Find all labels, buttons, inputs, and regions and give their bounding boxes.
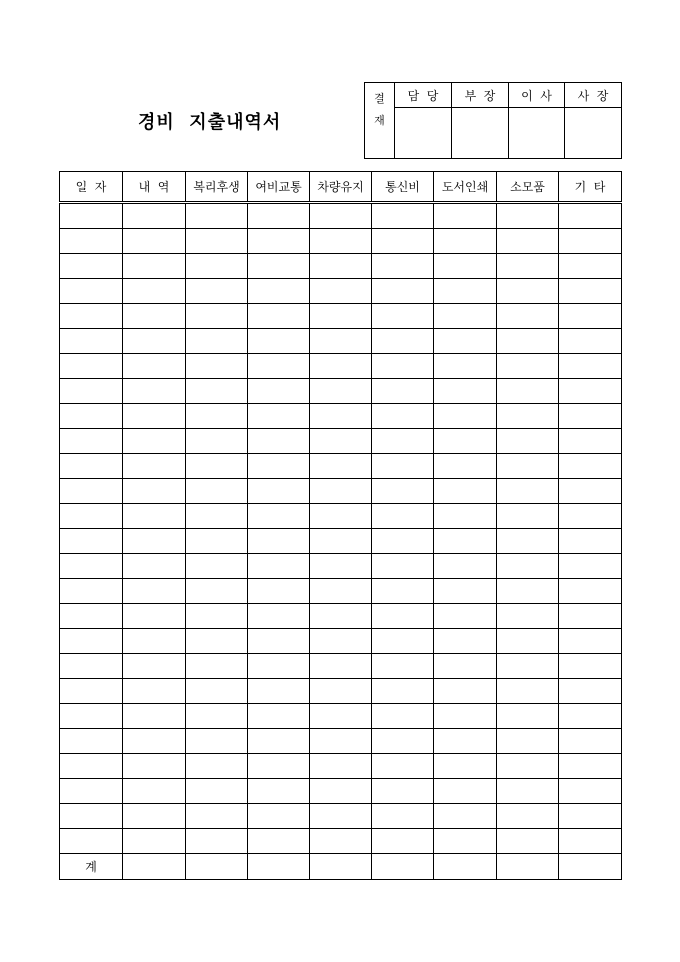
table-cell[interactable]	[248, 354, 310, 379]
table-cell[interactable]	[123, 454, 186, 479]
table-cell[interactable]	[434, 779, 497, 804]
table-row	[60, 804, 622, 829]
table-cell[interactable]	[434, 354, 497, 379]
table-cell[interactable]	[310, 679, 372, 704]
table-row	[60, 679, 622, 704]
table-cell[interactable]	[434, 203, 497, 229]
table-row	[60, 529, 622, 554]
table-cell[interactable]	[123, 829, 186, 854]
table-cell[interactable]	[372, 779, 434, 804]
table-cell[interactable]	[60, 779, 123, 804]
table-cell[interactable]	[123, 379, 186, 404]
table-cell[interactable]	[123, 579, 186, 604]
table-row	[60, 779, 622, 804]
table-cell[interactable]	[186, 754, 248, 779]
table-cell[interactable]	[186, 604, 248, 629]
table-cell[interactable]	[310, 554, 372, 579]
table-cell[interactable]	[310, 203, 372, 229]
table-row	[60, 754, 622, 779]
table-cell[interactable]	[372, 754, 434, 779]
table-cell[interactable]	[434, 254, 497, 279]
table-cell[interactable]	[60, 679, 123, 704]
total-cell[interactable]	[497, 854, 559, 880]
table-cell[interactable]	[248, 554, 310, 579]
table-cell[interactable]	[372, 229, 434, 254]
table-cell[interactable]	[559, 679, 622, 704]
table-cell[interactable]	[559, 804, 622, 829]
table-cell[interactable]	[497, 304, 559, 329]
table-cell[interactable]	[372, 629, 434, 654]
approval-role-manager: 부 장	[452, 83, 509, 108]
table-cell[interactable]	[248, 779, 310, 804]
table-row	[60, 704, 622, 729]
table-cell[interactable]	[123, 554, 186, 579]
table-cell[interactable]	[60, 754, 123, 779]
approval-box	[364, 82, 622, 159]
table-cell[interactable]	[310, 804, 372, 829]
table-cell[interactable]	[60, 279, 123, 304]
approval-sign-president[interactable]	[565, 108, 622, 159]
table-cell[interactable]	[60, 429, 123, 454]
column-header-other: 기 타	[559, 172, 622, 203]
approval-role-president: 사 장	[565, 83, 622, 108]
table-row	[60, 579, 622, 604]
table-cell[interactable]	[60, 504, 123, 529]
table-cell[interactable]	[60, 579, 123, 604]
table-cell[interactable]	[123, 203, 186, 229]
table-cell[interactable]	[559, 629, 622, 654]
table-cell[interactable]	[559, 229, 622, 254]
table-cell[interactable]	[497, 579, 559, 604]
table-cell[interactable]	[372, 429, 434, 454]
table-cell[interactable]	[434, 304, 497, 329]
table-cell[interactable]	[497, 254, 559, 279]
total-label: 계	[60, 854, 123, 880]
table-cell[interactable]	[186, 203, 248, 229]
table-cell[interactable]	[372, 829, 434, 854]
table-cell[interactable]	[497, 654, 559, 679]
table-cell[interactable]	[248, 304, 310, 329]
approval-sign-staff[interactable]	[395, 108, 452, 159]
table-cell[interactable]	[186, 804, 248, 829]
table-row	[60, 203, 622, 229]
table-cell[interactable]	[497, 429, 559, 454]
table-cell[interactable]	[123, 504, 186, 529]
table-cell[interactable]	[434, 629, 497, 654]
table-cell[interactable]	[310, 829, 372, 854]
approval-sign-director[interactable]	[509, 108, 565, 159]
table-cell[interactable]	[310, 229, 372, 254]
table-cell[interactable]	[434, 654, 497, 679]
table-cell[interactable]	[559, 579, 622, 604]
table-cell[interactable]	[248, 254, 310, 279]
ledger-body	[60, 203, 622, 854]
table-cell[interactable]	[186, 679, 248, 704]
table-cell[interactable]	[372, 479, 434, 504]
table-cell[interactable]	[123, 304, 186, 329]
table-cell[interactable]	[372, 729, 434, 754]
column-header-communication: 통신비	[372, 172, 434, 203]
table-cell[interactable]	[186, 529, 248, 554]
table-cell[interactable]	[310, 754, 372, 779]
table-cell[interactable]	[60, 479, 123, 504]
table-cell[interactable]	[434, 804, 497, 829]
ledger-header-row	[60, 172, 622, 203]
table-row	[60, 229, 622, 254]
table-row	[60, 554, 622, 579]
table-cell[interactable]	[310, 504, 372, 529]
table-cell[interactable]	[434, 604, 497, 629]
table-cell[interactable]	[248, 379, 310, 404]
column-header-date: 일 자	[60, 172, 123, 203]
table-cell[interactable]	[434, 279, 497, 304]
table-cell[interactable]	[372, 354, 434, 379]
approval-role-staff: 담 당	[395, 83, 452, 108]
table-row	[60, 479, 622, 504]
table-cell[interactable]	[60, 354, 123, 379]
table-cell[interactable]	[434, 579, 497, 604]
table-cell[interactable]	[123, 329, 186, 354]
table-cell[interactable]	[123, 729, 186, 754]
table-cell[interactable]	[310, 454, 372, 479]
table-row	[60, 404, 622, 429]
table-cell[interactable]	[372, 504, 434, 529]
table-cell[interactable]	[434, 554, 497, 579]
table-row	[60, 829, 622, 854]
table-cell[interactable]	[497, 629, 559, 654]
table-cell[interactable]	[248, 829, 310, 854]
table-cell[interactable]	[372, 379, 434, 404]
table-cell[interactable]	[372, 254, 434, 279]
table-cell[interactable]	[372, 529, 434, 554]
table-cell[interactable]	[123, 679, 186, 704]
approval-side-label-top: 결	[365, 83, 395, 108]
table-cell[interactable]	[372, 404, 434, 429]
table-cell[interactable]	[123, 604, 186, 629]
table-cell[interactable]	[497, 779, 559, 804]
table-cell[interactable]	[123, 754, 186, 779]
table-cell[interactable]	[186, 329, 248, 354]
table-cell[interactable]	[434, 729, 497, 754]
table-cell[interactable]	[497, 504, 559, 529]
table-cell[interactable]	[60, 654, 123, 679]
table-cell[interactable]	[186, 829, 248, 854]
approval-sign-row	[365, 108, 622, 159]
table-cell[interactable]	[248, 754, 310, 779]
table-cell[interactable]	[372, 679, 434, 704]
table-cell[interactable]	[186, 629, 248, 654]
table-cell[interactable]	[372, 554, 434, 579]
approval-header-row	[365, 83, 622, 108]
total-cell[interactable]	[248, 854, 310, 880]
table-cell[interactable]	[559, 203, 622, 229]
table-cell[interactable]	[186, 554, 248, 579]
table-cell[interactable]	[559, 504, 622, 529]
table-cell[interactable]	[559, 354, 622, 379]
table-cell[interactable]	[60, 404, 123, 429]
table-cell[interactable]	[559, 554, 622, 579]
table-cell[interactable]	[186, 304, 248, 329]
table-cell[interactable]	[559, 254, 622, 279]
table-cell[interactable]	[186, 429, 248, 454]
table-cell[interactable]	[434, 529, 497, 554]
table-cell[interactable]	[60, 729, 123, 754]
table-cell[interactable]	[186, 654, 248, 679]
table-cell[interactable]	[186, 504, 248, 529]
table-cell[interactable]	[434, 429, 497, 454]
table-cell[interactable]	[186, 704, 248, 729]
table-cell[interactable]	[372, 329, 434, 354]
approval-role-director: 이 사	[509, 83, 565, 108]
table-cell[interactable]	[310, 329, 372, 354]
table-cell[interactable]	[186, 454, 248, 479]
table-cell[interactable]	[434, 754, 497, 779]
table-cell[interactable]	[248, 203, 310, 229]
table-cell[interactable]	[186, 779, 248, 804]
table-cell[interactable]	[60, 304, 123, 329]
table-cell[interactable]	[372, 203, 434, 229]
table-cell[interactable]	[497, 804, 559, 829]
table-row	[60, 329, 622, 354]
table-cell[interactable]	[559, 279, 622, 304]
table-cell[interactable]	[248, 329, 310, 354]
table-cell[interactable]	[497, 354, 559, 379]
table-row	[60, 304, 622, 329]
table-cell[interactable]	[497, 404, 559, 429]
table-cell[interactable]	[123, 779, 186, 804]
table-cell[interactable]	[60, 454, 123, 479]
table-row	[60, 604, 622, 629]
table-cell[interactable]	[60, 629, 123, 654]
table-cell[interactable]	[123, 429, 186, 454]
table-cell[interactable]	[372, 704, 434, 729]
column-header-printing: 도서인쇄	[434, 172, 497, 203]
total-cell[interactable]	[123, 854, 186, 880]
table-cell[interactable]	[248, 654, 310, 679]
table-cell[interactable]	[310, 304, 372, 329]
table-cell[interactable]	[60, 704, 123, 729]
table-cell[interactable]	[310, 379, 372, 404]
table-cell[interactable]	[310, 779, 372, 804]
table-cell[interactable]	[123, 479, 186, 504]
table-cell[interactable]	[60, 554, 123, 579]
table-cell[interactable]	[559, 829, 622, 854]
table-cell[interactable]	[60, 203, 123, 229]
table-cell[interactable]	[60, 254, 123, 279]
table-cell[interactable]	[60, 604, 123, 629]
total-cell[interactable]	[434, 854, 497, 880]
table-cell[interactable]	[434, 704, 497, 729]
table-cell[interactable]	[248, 404, 310, 429]
table-cell[interactable]	[497, 604, 559, 629]
table-cell[interactable]	[559, 454, 622, 479]
table-cell[interactable]	[186, 229, 248, 254]
table-cell[interactable]	[434, 379, 497, 404]
table-cell[interactable]	[497, 554, 559, 579]
approval-side-label-bottom: 재	[365, 108, 395, 159]
table-cell[interactable]	[248, 429, 310, 454]
table-row	[60, 629, 622, 654]
table-cell[interactable]	[310, 404, 372, 429]
table-cell[interactable]	[434, 329, 497, 354]
table-cell[interactable]	[559, 379, 622, 404]
table-cell[interactable]	[497, 729, 559, 754]
expense-ledger-table	[59, 171, 622, 880]
total-row	[60, 854, 622, 880]
table-cell[interactable]	[123, 229, 186, 254]
table-cell[interactable]	[248, 229, 310, 254]
table-cell[interactable]	[186, 479, 248, 504]
table-cell[interactable]	[123, 704, 186, 729]
table-cell[interactable]	[497, 754, 559, 779]
table-cell[interactable]	[123, 654, 186, 679]
table-cell[interactable]	[310, 629, 372, 654]
table-cell[interactable]	[434, 454, 497, 479]
table-cell[interactable]	[60, 229, 123, 254]
table-cell[interactable]	[434, 404, 497, 429]
table-cell[interactable]	[310, 704, 372, 729]
table-cell[interactable]	[559, 729, 622, 754]
table-cell[interactable]	[372, 604, 434, 629]
column-header-supplies: 소모품	[497, 172, 559, 203]
table-cell[interactable]	[497, 279, 559, 304]
total-cell[interactable]	[186, 854, 248, 880]
column-header-vehicle: 차량유지	[310, 172, 372, 203]
document-title: 경비 지출내역서	[138, 112, 282, 133]
table-cell[interactable]	[123, 629, 186, 654]
table-cell[interactable]	[372, 579, 434, 604]
table-cell[interactable]	[310, 354, 372, 379]
table-row	[60, 354, 622, 379]
table-cell[interactable]	[559, 529, 622, 554]
table-cell[interactable]	[186, 354, 248, 379]
table-cell[interactable]	[497, 329, 559, 354]
table-cell[interactable]	[248, 729, 310, 754]
table-row	[60, 654, 622, 679]
table-cell[interactable]	[248, 479, 310, 504]
table-cell[interactable]	[123, 354, 186, 379]
table-cell[interactable]	[559, 779, 622, 804]
table-cell[interactable]	[372, 804, 434, 829]
table-cell[interactable]	[497, 829, 559, 854]
table-cell[interactable]	[248, 629, 310, 654]
table-cell[interactable]	[186, 404, 248, 429]
table-cell[interactable]	[497, 379, 559, 404]
table-cell[interactable]	[434, 829, 497, 854]
table-row	[60, 279, 622, 304]
table-cell[interactable]	[186, 579, 248, 604]
table-cell[interactable]	[497, 479, 559, 504]
table-cell[interactable]	[123, 804, 186, 829]
table-cell[interactable]	[248, 804, 310, 829]
table-cell[interactable]	[310, 279, 372, 304]
table-cell[interactable]	[248, 529, 310, 554]
table-cell[interactable]	[186, 279, 248, 304]
table-cell[interactable]	[559, 429, 622, 454]
table-cell[interactable]	[497, 229, 559, 254]
table-cell[interactable]	[248, 504, 310, 529]
table-cell[interactable]	[248, 604, 310, 629]
table-cell[interactable]	[248, 704, 310, 729]
table-cell[interactable]	[60, 329, 123, 354]
table-cell[interactable]	[372, 279, 434, 304]
table-cell[interactable]	[372, 454, 434, 479]
table-cell[interactable]	[123, 279, 186, 304]
table-cell[interactable]	[497, 454, 559, 479]
table-cell[interactable]	[559, 754, 622, 779]
table-cell[interactable]	[559, 404, 622, 429]
table-cell[interactable]	[559, 654, 622, 679]
table-cell[interactable]	[559, 304, 622, 329]
table-cell[interactable]	[559, 604, 622, 629]
table-cell[interactable]	[497, 704, 559, 729]
table-cell[interactable]	[434, 504, 497, 529]
table-cell[interactable]	[60, 804, 123, 829]
column-header-travel: 여비교통	[248, 172, 310, 203]
table-row	[60, 254, 622, 279]
table-cell[interactable]	[310, 604, 372, 629]
table-cell[interactable]	[248, 279, 310, 304]
table-row	[60, 379, 622, 404]
table-cell[interactable]	[123, 529, 186, 554]
table-cell[interactable]	[310, 254, 372, 279]
total-cell[interactable]	[559, 854, 622, 880]
table-cell[interactable]	[248, 579, 310, 604]
table-cell[interactable]	[434, 679, 497, 704]
approval-sign-manager[interactable]	[452, 108, 509, 159]
table-cell[interactable]	[186, 254, 248, 279]
table-cell[interactable]	[248, 679, 310, 704]
total-cell[interactable]	[310, 854, 372, 880]
table-cell[interactable]	[123, 404, 186, 429]
table-cell[interactable]	[310, 654, 372, 679]
table-cell[interactable]	[434, 479, 497, 504]
table-row	[60, 454, 622, 479]
table-cell[interactable]	[123, 254, 186, 279]
table-cell[interactable]	[310, 579, 372, 604]
table-cell[interactable]	[60, 529, 123, 554]
table-cell[interactable]	[310, 429, 372, 454]
table-cell[interactable]	[186, 379, 248, 404]
table-row	[60, 504, 622, 529]
table-cell[interactable]	[559, 704, 622, 729]
table-cell[interactable]	[186, 729, 248, 754]
table-cell[interactable]	[559, 479, 622, 504]
table-cell[interactable]	[60, 379, 123, 404]
table-cell[interactable]	[497, 203, 559, 229]
table-cell[interactable]	[60, 829, 123, 854]
column-header-welfare: 복리후생	[186, 172, 248, 203]
table-cell[interactable]	[434, 229, 497, 254]
table-row	[60, 729, 622, 754]
table-row	[60, 429, 622, 454]
table-cell[interactable]	[310, 529, 372, 554]
table-cell[interactable]	[310, 479, 372, 504]
table-cell[interactable]	[372, 304, 434, 329]
column-header-description: 내 역	[123, 172, 186, 203]
table-cell[interactable]	[248, 454, 310, 479]
table-cell[interactable]	[497, 679, 559, 704]
total-cell[interactable]	[372, 854, 434, 880]
table-cell[interactable]	[372, 654, 434, 679]
table-cell[interactable]	[559, 329, 622, 354]
table-cell[interactable]	[497, 529, 559, 554]
table-cell[interactable]	[310, 729, 372, 754]
